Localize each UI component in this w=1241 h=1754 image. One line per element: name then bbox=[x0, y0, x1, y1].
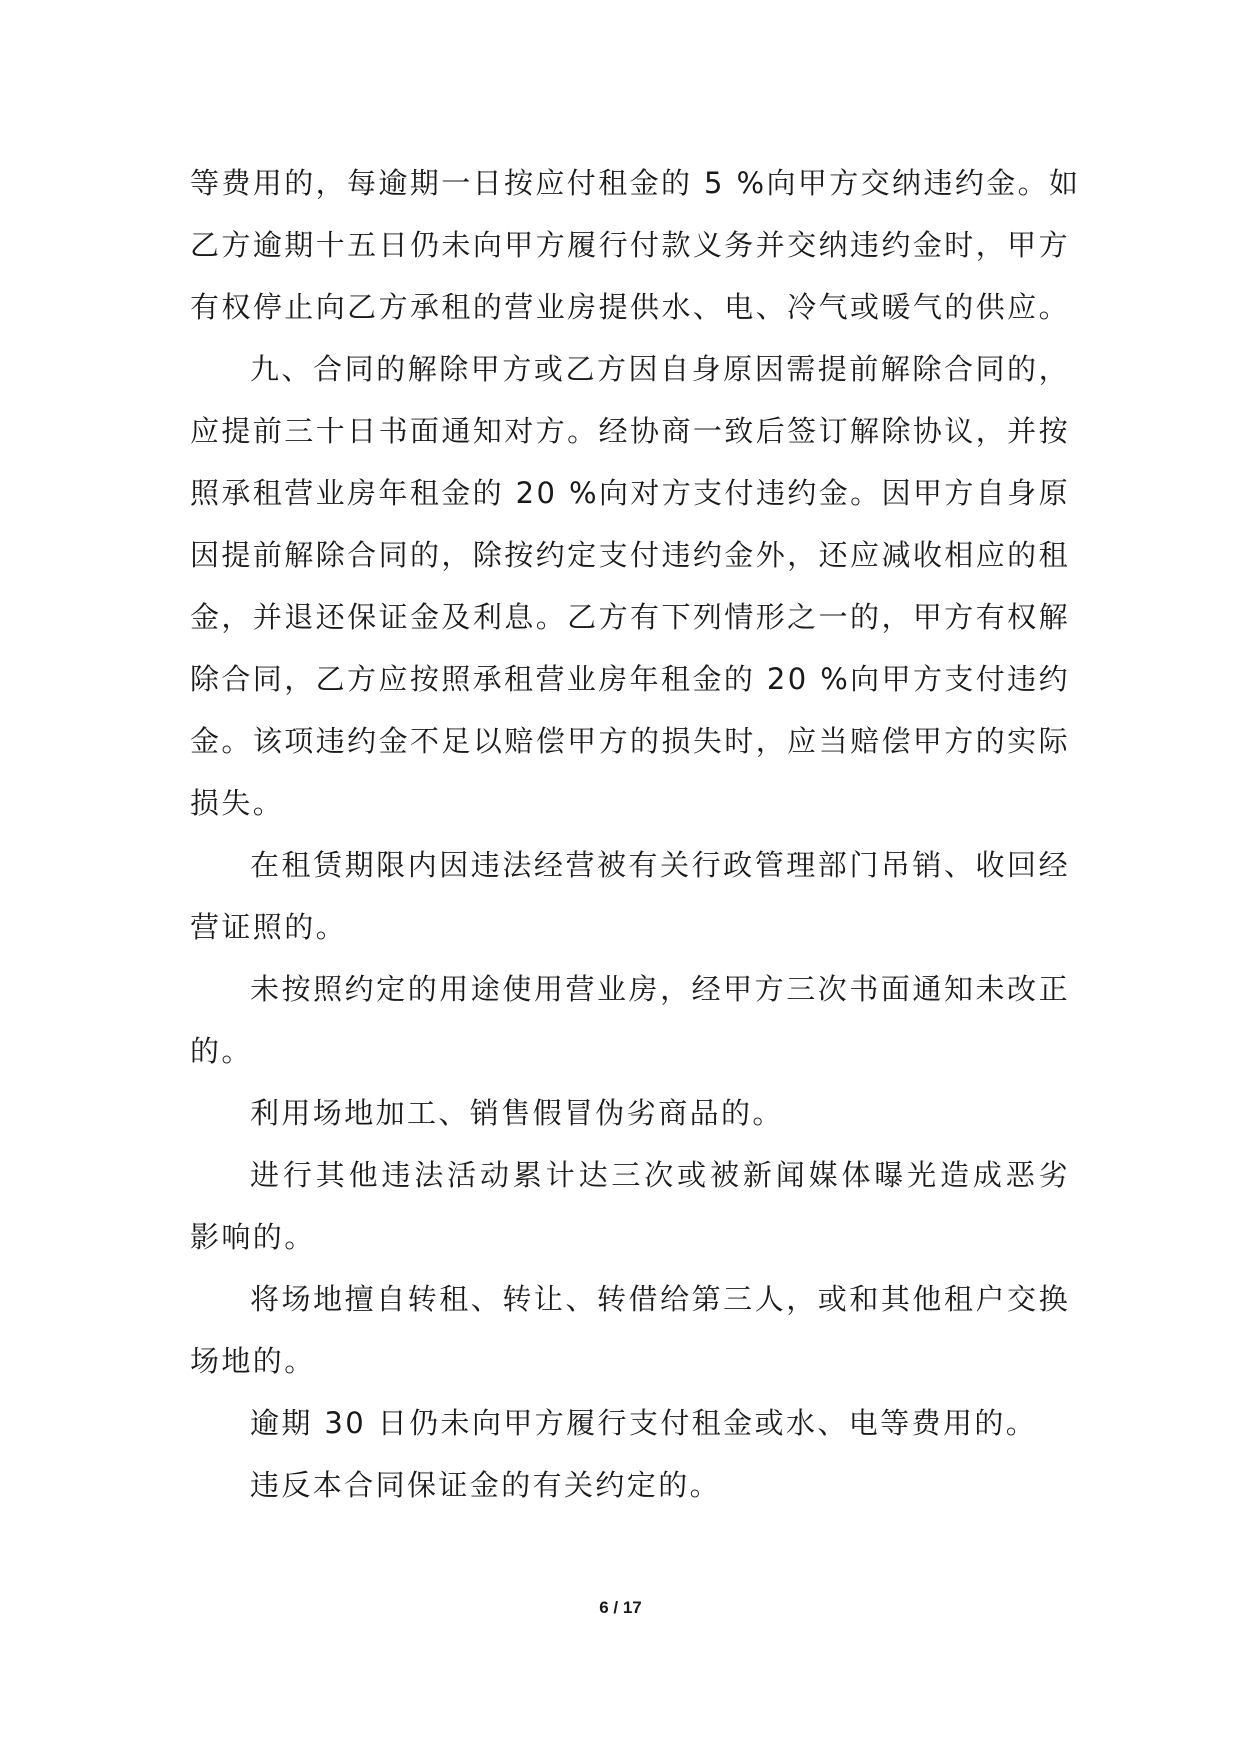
text-line: 营证照的。 bbox=[190, 910, 348, 944]
text-line: 违反本合同保证金的有关约定的。 bbox=[250, 1468, 722, 1502]
text-line: 有权停止向乙方承租的营业房提供水、电、冷气或暖气的供应。 bbox=[190, 290, 1070, 324]
text-line: 九、合同的解除甲方或乙方因自身原因需提前解除合同的， bbox=[250, 352, 1070, 386]
text-line: 的。 bbox=[190, 1034, 253, 1068]
text-line: 应提前三十日书面通知对方。经协商一致后签订解除协议，并按 bbox=[190, 414, 1070, 448]
text-line: 影响的。 bbox=[190, 1220, 316, 1254]
text-line: 损失。 bbox=[190, 786, 285, 820]
text-line: 未按照约定的用途使用营业房，经甲方三次书面通知未改正 bbox=[250, 972, 1070, 1006]
text-line: 金。该项违约金不足以赔偿甲方的损失时，应当赔偿甲方的实际 bbox=[190, 724, 1070, 758]
page-number: 6 / 17 bbox=[599, 1598, 642, 1617]
text-line: 将场地擅自转租、转让、转借给第三人，或和其他租户交换 bbox=[250, 1282, 1070, 1316]
text-line: 等费用的，每逾期一日按应付租金的 5 %向甲方交纳违约金。如 bbox=[190, 166, 1081, 200]
text-line: 场地的。 bbox=[190, 1344, 316, 1378]
text-line: 乙方逾期十五日仍未向甲方履行付款义务并交纳违约金时，甲方 bbox=[190, 228, 1070, 262]
text-line: 逾期 30 日仍未向甲方履行支付租金或水、电等费用的。 bbox=[250, 1406, 1038, 1440]
contract-text bbox=[190, 152, 1081, 1516]
text-line: 利用场地加工、销售假冒伪劣商品的。 bbox=[250, 1096, 784, 1130]
text-line: 金，并退还保证金及利息。乙方有下列情形之一的，甲方有权解 bbox=[190, 600, 1070, 634]
text-line: 进行其他违法活动累计达三次或被新闻媒体曝光造成恶劣 bbox=[250, 1158, 1070, 1192]
text-line: 除合同，乙方应按照承租营业房年租金的 20 %向甲方支付违约 bbox=[190, 662, 1070, 696]
text-line: 因提前解除合同的，除按约定支付违约金外，还应减收相应的租 bbox=[190, 538, 1070, 572]
text-line: 在租赁期限内因违法经营被有关行政管理部门吊销、收回经 bbox=[250, 848, 1070, 882]
text-line: 照承租营业房年租金的 20 %向对方支付违约金。因甲方自身原 bbox=[190, 476, 1070, 510]
